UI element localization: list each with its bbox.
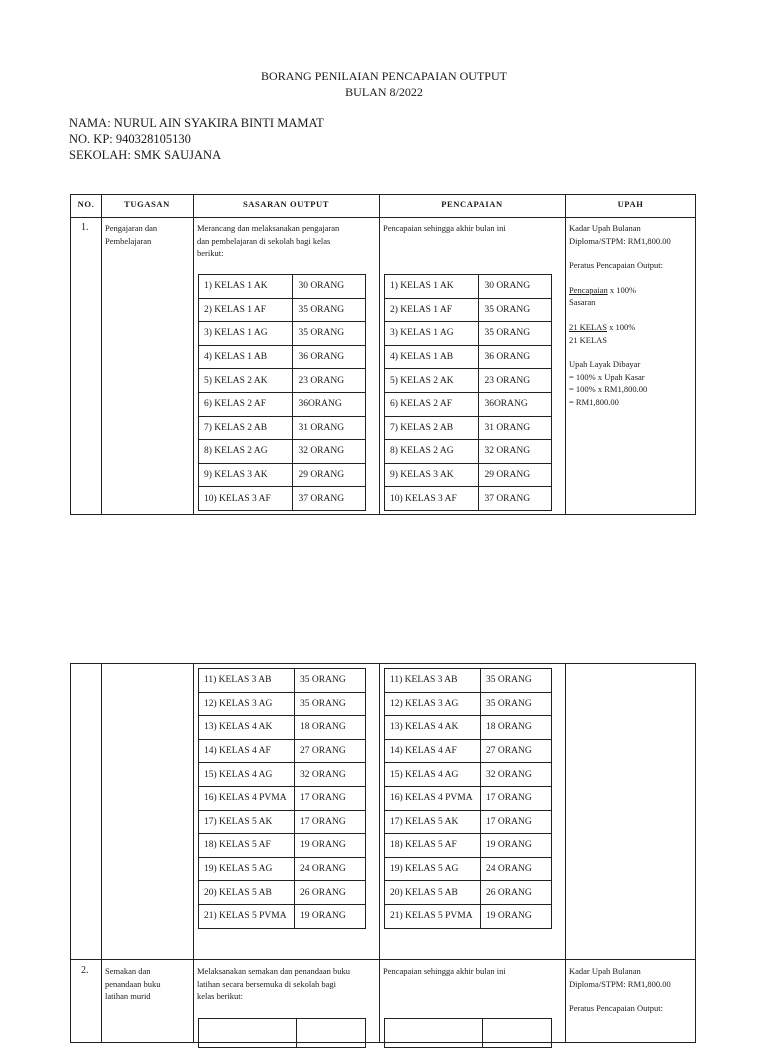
student-count: 37 ORANG (293, 487, 366, 511)
form-month: BULAN 8/2022 (345, 85, 423, 99)
class-row (385, 763, 552, 787)
class-name: 21) KELAS 5 PVMA (199, 904, 295, 928)
class-name: 2) KELAS 1 AF (385, 298, 479, 322)
student-count: 17 ORANG (295, 786, 366, 810)
sasaran-class-table-1 (198, 274, 366, 511)
class-row (385, 322, 552, 346)
student-count: 17 ORANG (481, 786, 552, 810)
form-title: BORANG PENILAIAN PENCAPAIAN OUTPUT (261, 69, 507, 83)
class-row (199, 857, 366, 881)
student-count: 36ORANG (479, 392, 552, 416)
row1-sasaran-desc: Merancang dan melaksanakan pengajaran dan pembelajaran di sekolah bagi kelas berikut: (197, 223, 340, 259)
info-kp: NO. KP: 940328105130 (69, 132, 191, 146)
class-name: 9) KELAS 3 AK (385, 463, 479, 487)
student-count: 35 ORANG (295, 692, 366, 716)
class-name: 16) KELAS 4 PVMA (199, 786, 295, 810)
student-count: 18 ORANG (295, 716, 366, 740)
student-count: 35 ORANG (479, 298, 552, 322)
class-name: 18) KELAS 5 AF (199, 834, 295, 858)
class-row (385, 440, 552, 464)
class-name: 4) KELAS 1 AB (199, 345, 293, 369)
student-count: 37 ORANG (479, 487, 552, 511)
student-count: 35 ORANG (481, 669, 552, 693)
sasaran-class-table-3 (198, 1018, 366, 1048)
student-count: 24 ORANG (295, 857, 366, 881)
class-row (199, 692, 366, 716)
class-row (385, 857, 552, 881)
class-row (385, 487, 552, 511)
class-name: 7) KELAS 2 AB (385, 416, 479, 440)
class-row (385, 298, 552, 322)
class-row (199, 275, 366, 299)
student-count: 30 ORANG (479, 275, 552, 299)
student-count: 35 ORANG (293, 298, 366, 322)
student-count: 26 ORANG (295, 881, 366, 905)
class-name: 13) KELAS 4 AK (385, 716, 481, 740)
class-row (199, 810, 366, 834)
class-row (199, 487, 366, 511)
class-row (199, 739, 366, 763)
student-count: 36 ORANG (479, 345, 552, 369)
output-table-page1 (70, 194, 696, 515)
class-name: 18) KELAS 5 AF (385, 834, 481, 858)
row2-tugasan: Semakan dan penandaan buku latihan murid (105, 966, 161, 1002)
student-count: 23 ORANG (479, 369, 552, 393)
row1-no: 1. (81, 222, 89, 233)
class-row (385, 275, 552, 299)
class-name: 6) KELAS 2 AF (199, 392, 293, 416)
class-name: 9) KELAS 3 AK (199, 463, 293, 487)
student-count: 17 ORANG (481, 810, 552, 834)
info-nama: NAMA: NURUL AIN SYAKIRA BINTI MAMAT (69, 116, 324, 130)
class-row (385, 881, 552, 905)
student-count: 35 ORANG (481, 692, 552, 716)
class-row (385, 345, 552, 369)
class-row (199, 716, 366, 740)
class-name: 12) KELAS 3 AG (199, 692, 295, 716)
class-name: 20) KELAS 5 AB (385, 881, 481, 905)
student-count: 17 ORANG (295, 810, 366, 834)
class-row (385, 392, 552, 416)
class-name: 17) KELAS 5 AK (385, 810, 481, 834)
student-count: 35 ORANG (293, 322, 366, 346)
class-name: 19) KELAS 5 AG (385, 857, 481, 881)
student-count: 18 ORANG (481, 716, 552, 740)
student-count: 29 ORANG (293, 463, 366, 487)
class-name: 10) KELAS 3 AF (199, 487, 293, 511)
class-row (385, 786, 552, 810)
row2-upah: Kadar Upah Bulanan Diploma/STPM: RM1,800.00 Peratus Pencapaian Output: (569, 966, 671, 1014)
class-name: 2) KELAS 1 AF (199, 298, 293, 322)
class-row (385, 463, 552, 487)
class-row (199, 904, 366, 928)
row1-tugasan: Pengajaran dan Pembelajaran (105, 223, 158, 246)
formula1-numerator: Pencapaian (569, 284, 608, 295)
class-row (385, 904, 552, 928)
class-row (199, 786, 366, 810)
class-row (385, 416, 552, 440)
output-table-page2 (70, 663, 696, 1043)
class-name: 14) KELAS 4 AF (199, 739, 295, 763)
class-row (385, 834, 552, 858)
student-count: 27 ORANG (295, 739, 366, 763)
class-name: 5) KELAS 2 AK (385, 369, 479, 393)
class-name: 20) KELAS 5 AB (199, 881, 295, 905)
student-count: 32 ORANG (479, 440, 552, 464)
class-row (199, 881, 366, 905)
class-row (385, 810, 552, 834)
student-count: 30 ORANG (293, 275, 366, 299)
class-name: 5) KELAS 2 AK (199, 369, 293, 393)
class-row (385, 369, 552, 393)
class-row (199, 298, 366, 322)
class-name: 8) KELAS 2 AG (385, 440, 479, 464)
student-count: 32 ORANG (295, 763, 366, 787)
pencapaian-class-table-3 (384, 1018, 552, 1048)
class-name: 3) KELAS 1 AG (385, 322, 479, 346)
row2-sasaran-desc: Melaksanakan semakan dan penandaan buku latihan secara bersemuka di sekolah bagi kelas berikut: (197, 966, 350, 1002)
student-count: 29 ORANG (479, 463, 552, 487)
class-name: 14) KELAS 4 AF (385, 739, 481, 763)
class-name: 1) KELAS 1 AK (199, 275, 293, 299)
class-name: 12) KELAS 3 AG (385, 692, 481, 716)
sasaran-class-table-2 (198, 668, 366, 929)
student-count: 19 ORANG (481, 904, 552, 928)
student-count: 19 ORANG (481, 834, 552, 858)
student-count: 31 ORANG (293, 416, 366, 440)
student-count: 19 ORANG (295, 834, 366, 858)
student-count: 36ORANG (293, 392, 366, 416)
class-row (199, 392, 366, 416)
class-row (199, 834, 366, 858)
student-count: 24 ORANG (481, 857, 552, 881)
info-sekolah: SEKOLAH: SMK SAUJANA (69, 148, 222, 162)
student-count: 32 ORANG (293, 440, 366, 464)
formula2-denominator: 21 KELAS (569, 334, 608, 345)
header-no: NO. (77, 199, 95, 209)
class-row (199, 440, 366, 464)
class-row (385, 669, 552, 693)
class-name: 17) KELAS 5 AK (199, 810, 295, 834)
class-name: 3) KELAS 1 AG (199, 322, 293, 346)
class-row (385, 692, 552, 716)
row1-upah: Kadar Upah Bulanan Diploma/STPM: RM1,800.00 Peratus Pencapaian Output: Pencapaian x 100% Sasaran 21 KELAS x 100% 21 KELAS Upah Layak Dibayar = 100% x Upah Kasar = 100% x RM1,800.00 = RM1,800.00 (569, 223, 671, 407)
class-name: 10) KELAS 3 AF (385, 487, 479, 511)
class-name: 11) KELAS 3 AB (199, 669, 295, 693)
class-row (199, 669, 366, 693)
class-name: 6) KELAS 2 AF (385, 392, 479, 416)
student-count: 19 ORANG (295, 904, 366, 928)
class-name: 4) KELAS 1 AB (385, 345, 479, 369)
class-row (199, 763, 366, 787)
class-row (385, 716, 552, 740)
class-name: 11) KELAS 3 AB (385, 669, 481, 693)
header-sasaran: SASARAN OUTPUT (242, 199, 330, 209)
class-name: 8) KELAS 2 AG (199, 440, 293, 464)
row2-pencapaian-desc: Pencapaian sehingga akhir bulan ini (383, 966, 506, 976)
class-name: 7) KELAS 2 AB (199, 416, 293, 440)
class-name: 19) KELAS 5 AG (199, 857, 295, 881)
class-row (199, 322, 366, 346)
class-row (199, 416, 366, 440)
header-upah: UPAH (617, 199, 644, 209)
class-row (199, 345, 366, 369)
class-name: 15) KELAS 4 AG (199, 763, 295, 787)
class-name: 1) KELAS 1 AK (385, 275, 479, 299)
formula2-numerator: 21 KELAS (569, 321, 608, 332)
class-row (199, 369, 366, 393)
formula1-denominator: Sasaran (569, 297, 596, 308)
student-count: 31 ORANG (479, 416, 552, 440)
student-count: 23 ORANG (293, 369, 366, 393)
class-name: 13) KELAS 4 AK (199, 716, 295, 740)
student-count: 27 ORANG (481, 739, 552, 763)
row1-pencapaian-desc: Pencapaian sehingga akhir bulan ini (383, 223, 506, 233)
pencapaian-class-table-2 (384, 668, 552, 929)
student-count: 32 ORANG (481, 763, 552, 787)
class-row (385, 739, 552, 763)
student-count: 26 ORANG (481, 881, 552, 905)
header-tugasan: TUGASAN (124, 199, 170, 209)
header-pencapaian: PENCAPAIAN (441, 199, 503, 209)
student-count: 35 ORANG (479, 322, 552, 346)
student-count: 36 ORANG (293, 345, 366, 369)
row2-no: 2. (81, 965, 89, 976)
class-name: 21) KELAS 5 PVMA (385, 904, 481, 928)
class-row (199, 463, 366, 487)
class-name: 15) KELAS 4 AG (385, 763, 481, 787)
pencapaian-class-table-1 (384, 274, 552, 511)
class-name: 16) KELAS 4 PVMA (385, 786, 481, 810)
student-count: 35 ORANG (295, 669, 366, 693)
